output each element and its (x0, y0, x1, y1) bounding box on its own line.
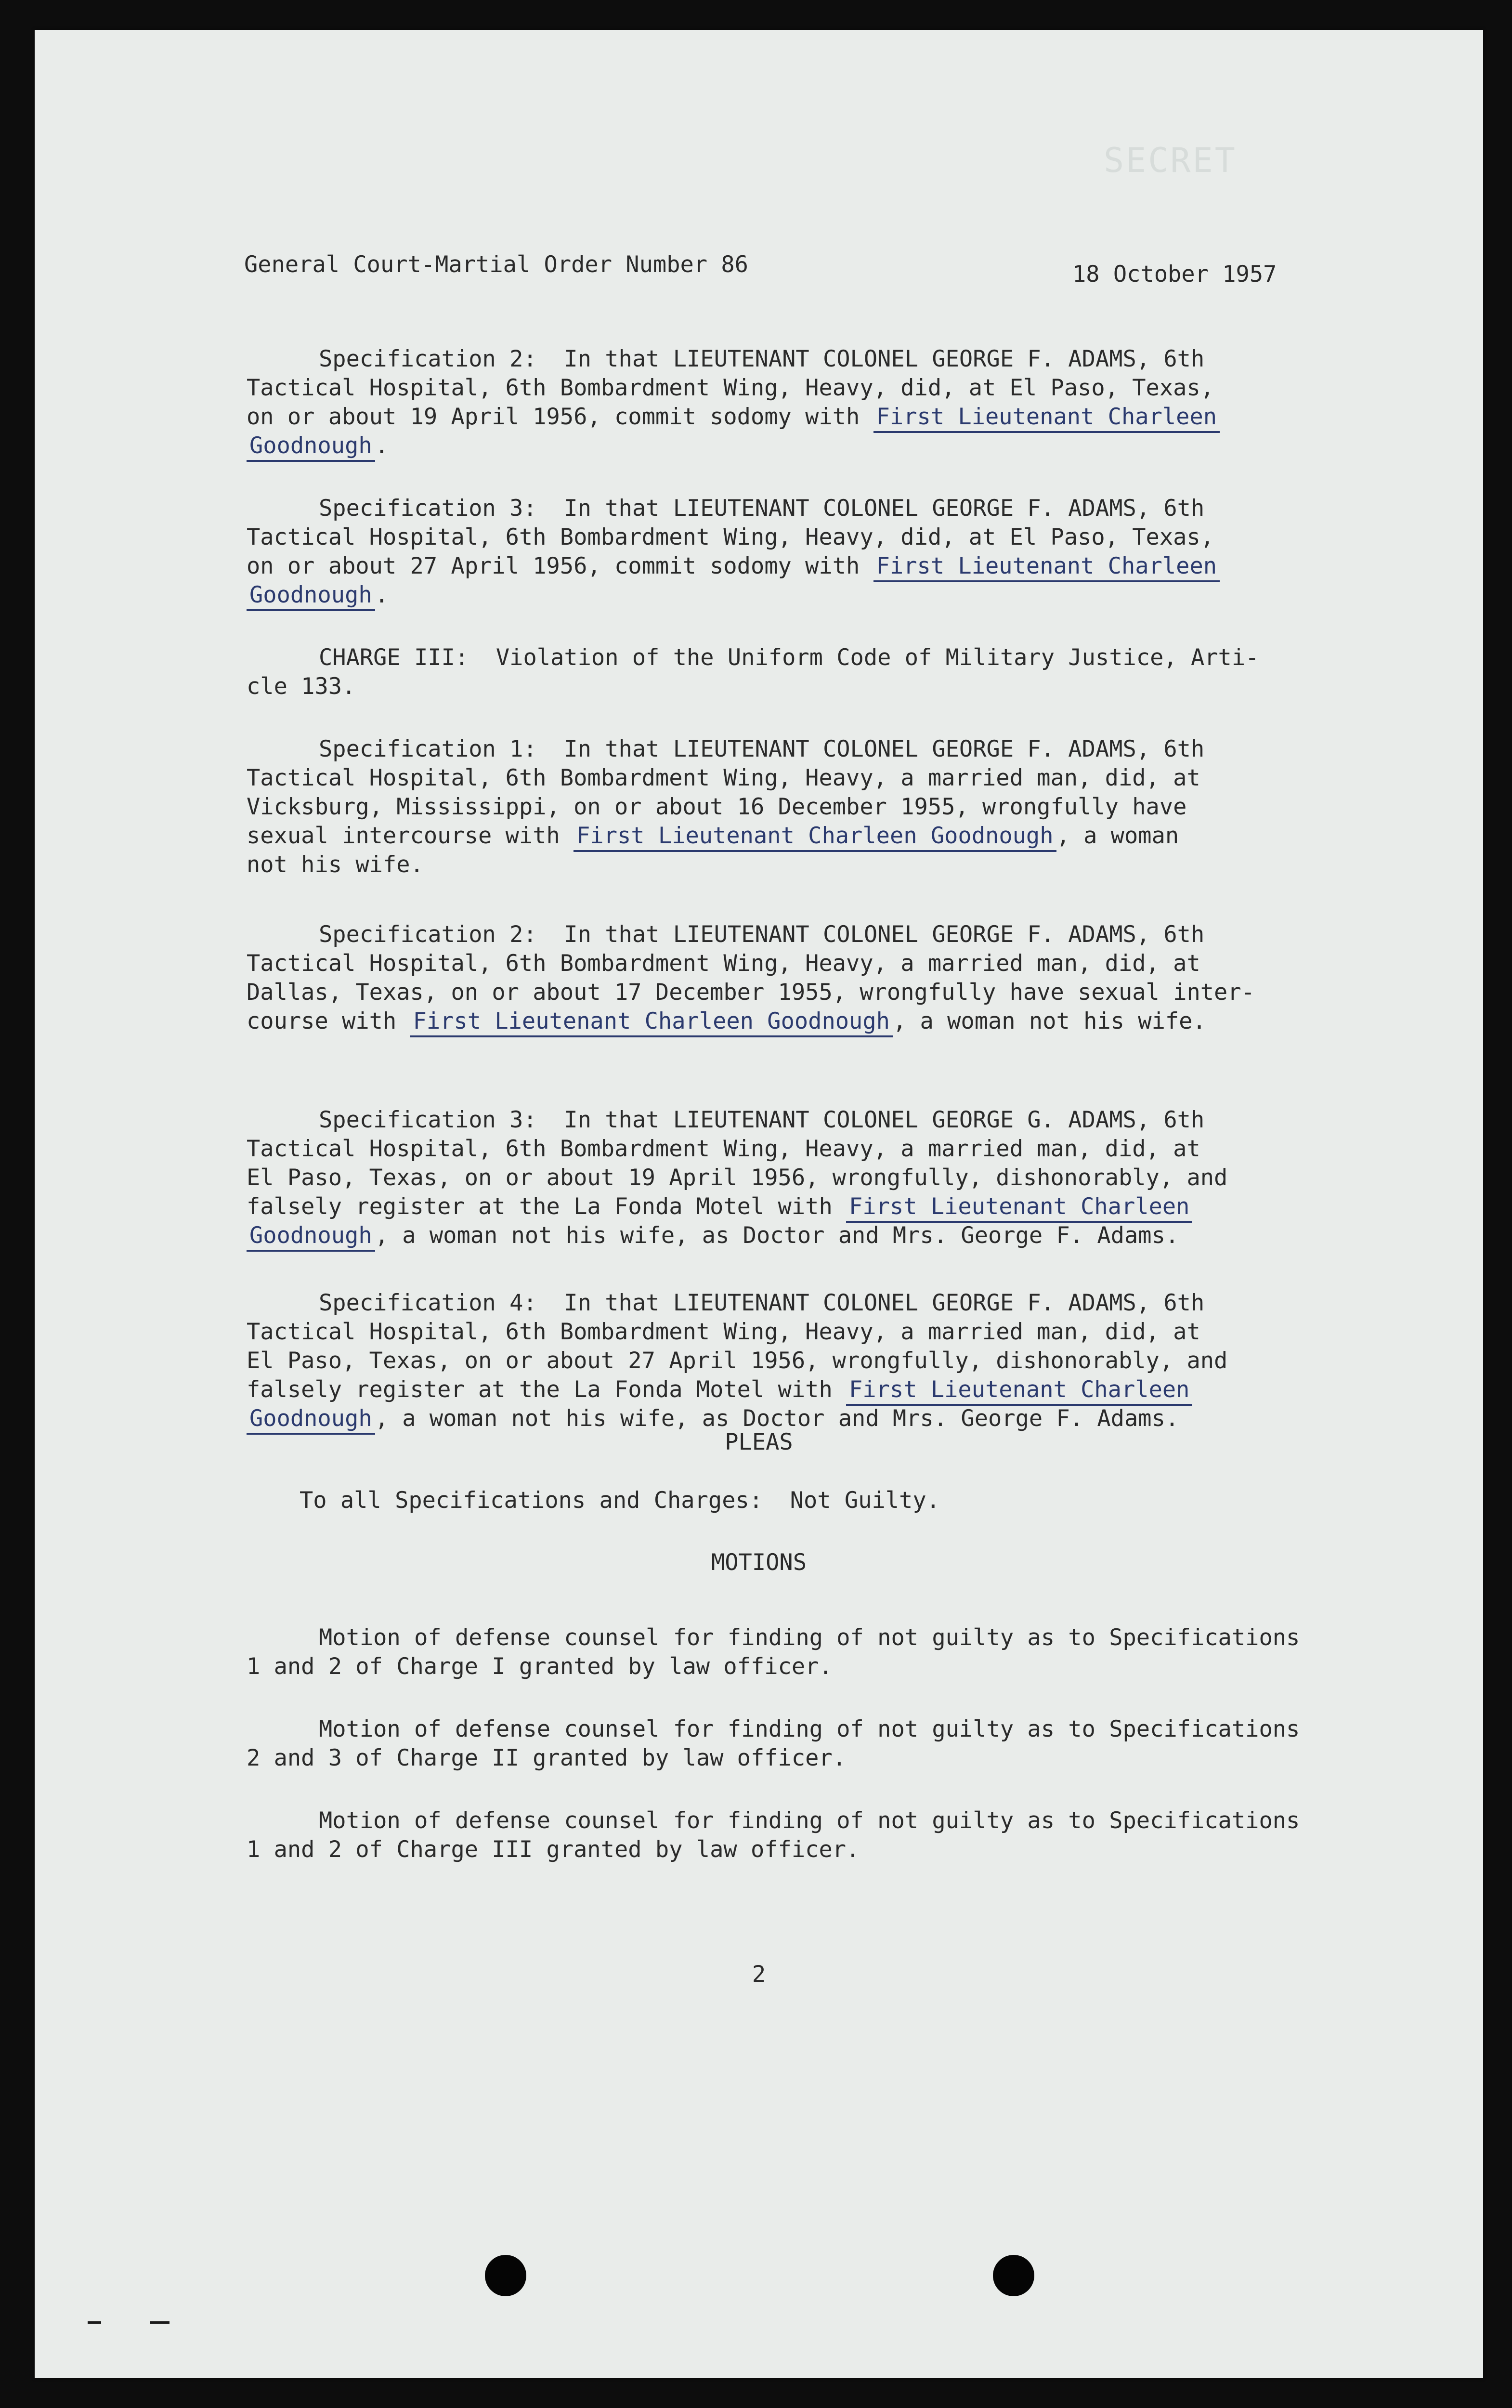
line-text: on or about 27 April 1956, commit sodomy with (247, 553, 873, 579)
paragraph-line (319, 348, 1204, 370)
handwritten-name-entry: Goodnough (247, 432, 375, 462)
line-text: sexual intercourse with (247, 823, 574, 849)
handwritten-name-entry: First Lieutenant Charleen Goodnough (574, 823, 1056, 852)
handwritten-name-entry: First Lieutenant Charleen (846, 1376, 1192, 1406)
line-text: Tactical Hospital, 6th Bombardment Wing, Heavy, a married man, did, at (247, 1319, 1200, 1345)
handwritten-name-entry: First Lieutenant Charleen (846, 1193, 1192, 1223)
paragraph-line (247, 1349, 1227, 1372)
line-text: Specification 2: In that LIEUTENANT COLONEL GEORGE F. ADAMS, 6th (319, 346, 1205, 372)
paragraph-line (319, 1292, 1204, 1314)
line-text: Specification 1: In that LIEUTENANT COLONEL GEORGE F. ADAMS, 6th (319, 736, 1205, 762)
paragraph-line (319, 923, 1204, 946)
line-text: course with (247, 1008, 410, 1034)
paragraph-line (247, 1378, 1192, 1401)
paragraph-line (247, 1166, 1227, 1189)
line-text: on or about 19 April 1956, commit sodomy with (247, 404, 873, 430)
bleed-through-text: SECRET (1104, 141, 1237, 180)
paragraph-line (319, 738, 1204, 760)
paragraph-line (319, 646, 1259, 669)
paragraph-line (247, 526, 1214, 549)
line-text: Vicksburg, Mississippi, on or about 16 December 1955, wrongfully have (247, 794, 1187, 820)
line-text: Motion of defense counsel for finding of not guilty as to Specifications (319, 1624, 1300, 1651)
line-text: El Paso, Texas, on or about 19 April 1956, wrongfully, dishonorably, and (247, 1165, 1228, 1191)
line-text: El Paso, Texas, on or about 27 April 1956, wrongfully, dishonorably, and (247, 1348, 1228, 1374)
paragraph-line (247, 434, 389, 457)
motion-line (247, 1655, 833, 1678)
handwritten-name-entry: Goodnough (247, 1405, 375, 1435)
paragraph-line (247, 981, 1255, 1004)
line-text: Tactical Hospital, 6th Bombardment Wing, Heavy, a married man, did, at (247, 765, 1200, 791)
paragraph-line (319, 1109, 1204, 1131)
line-text: Specification 3: In that LIEUTENANT COLONEL GEORGE F. ADAMS, 6th (319, 495, 1205, 522)
line-text: CHARGE III: Violation of the Uniform Code of Military Justice, Arti- (319, 644, 1259, 671)
line-text: , a woman not his wife, as Doctor and Mrs. George F. Adams. (375, 1222, 1179, 1249)
mark-dash (88, 2321, 101, 2324)
paragraph-line (247, 853, 424, 876)
pleas-text: To all Specifications and Charges: Not Guilty. (300, 1487, 940, 1514)
line-text: Specification 3: In that LIEUTENANT COLONEL GEORGE G. ADAMS, 6th (319, 1107, 1205, 1133)
line-text: Motion of defense counsel for finding of not guilty as to Specifications (319, 1807, 1300, 1834)
line-text: falsely register at the La Fonda Motel with (247, 1376, 847, 1403)
paragraph-line (247, 796, 1186, 818)
paragraph-line (247, 824, 1179, 847)
line-text: . (375, 432, 389, 459)
line-text: not his wife. (247, 851, 424, 878)
line-text: , a woman not his wife. (892, 1008, 1206, 1034)
handwritten-name-entry: Goodnough (247, 1222, 375, 1252)
punch-hole-left (485, 2255, 526, 2296)
paragraph-line (247, 1224, 1179, 1247)
order-number: General Court-Martial Order Number 86 (244, 251, 748, 278)
pleas-heading: PLEAS (725, 1429, 793, 1455)
line-text: Specification 2: In that LIEUTENANT COLONEL GEORGE F. ADAMS, 6th (319, 921, 1205, 948)
line-text: Tactical Hospital, 6th Bombardment Wing, Heavy, a married man, did, at (247, 1136, 1200, 1162)
paragraph-line (247, 1010, 1206, 1033)
paragraph-line (247, 555, 1220, 577)
paragraph-line (247, 952, 1200, 975)
line-text: Motion of defense counsel for finding of not guilty as to Specifications (319, 1716, 1300, 1742)
motion-line (319, 1809, 1300, 1832)
motion-line (247, 1838, 860, 1861)
order-date: 18 October 1957 (1072, 261, 1277, 288)
handwritten-name-entry: Goodnough (247, 582, 375, 611)
paragraph-line (319, 497, 1204, 520)
paragraph-line (247, 675, 355, 698)
line-text: 1 and 2 of Charge I granted by law officer. (247, 1653, 833, 1680)
mark-dash (150, 2321, 169, 2324)
punch-hole-right (993, 2255, 1034, 2296)
line-text: 2 and 3 of Charge II granted by law officer. (247, 1745, 847, 1771)
paragraph-line (247, 584, 389, 606)
paragraph-line (247, 406, 1220, 428)
line-text: . (375, 582, 389, 608)
line-text: Specification 4: In that LIEUTENANT COLONEL GEORGE F. ADAMS, 6th (319, 1290, 1205, 1316)
line-text: Tactical Hospital, 6th Bombardment Wing, Heavy, a married man, did, at (247, 950, 1200, 977)
line-text: Dallas, Texas, on or about 17 December 1955, wrongfully have sexual inter- (247, 979, 1255, 1006)
line-text: Tactical Hospital, 6th Bombardment Wing, Heavy, did, at El Paso, Texas, (247, 524, 1214, 550)
paragraph-line (247, 1407, 1179, 1430)
motions-heading: MOTIONS (711, 1549, 807, 1576)
handwritten-name-entry: First Lieutenant Charleen (873, 404, 1220, 433)
line-text: Tactical Hospital, 6th Bombardment Wing, Heavy, did, at El Paso, Texas, (247, 375, 1214, 401)
line-text: cle 133. (247, 673, 356, 700)
handwritten-name-entry: First Lieutenant Charleen (873, 553, 1220, 582)
document-page (35, 30, 1483, 2378)
paragraph-line (247, 377, 1214, 399)
handwritten-name-entry: First Lieutenant Charleen Goodnough (410, 1008, 893, 1037)
page-number: 2 (752, 1961, 766, 1988)
motion-line (319, 1626, 1300, 1649)
line-text: , a woman (1056, 823, 1179, 849)
line-text: falsely register at the La Fonda Motel with (247, 1193, 847, 1220)
line-text: , a woman not his wife, as Doctor and Mrs. George F. Adams. (375, 1405, 1179, 1432)
paragraph-line (247, 1321, 1200, 1343)
paragraph-line (247, 1138, 1200, 1160)
motion-line (247, 1747, 846, 1769)
motion-line (319, 1718, 1300, 1741)
paragraph-line (247, 1195, 1192, 1218)
paragraph-line (247, 767, 1200, 789)
line-text: 1 and 2 of Charge III granted by law officer. (247, 1836, 860, 1863)
